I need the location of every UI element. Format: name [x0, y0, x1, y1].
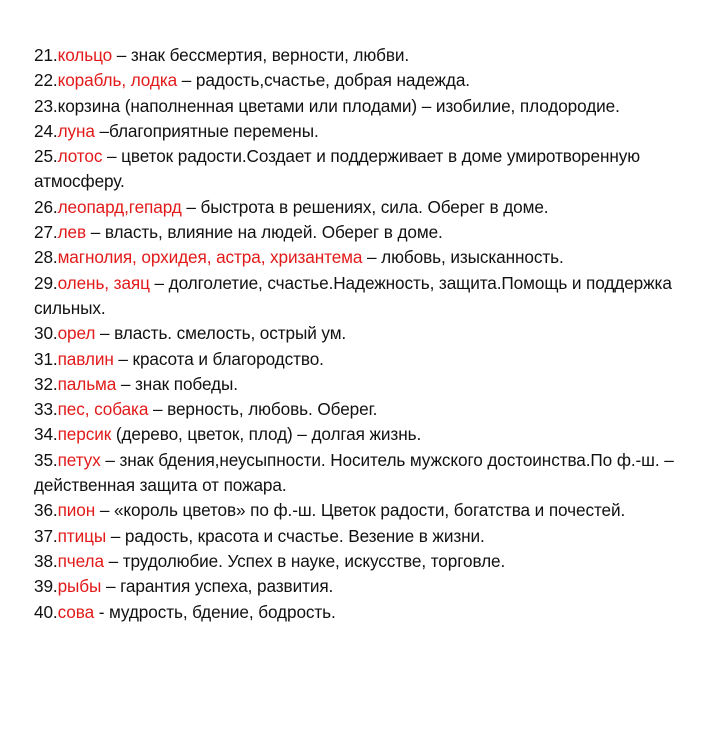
item-number: 38. — [34, 550, 58, 571]
item-term: сова — [57, 601, 95, 622]
list-item — [34, 195, 684, 220]
list-item — [34, 119, 684, 144]
list-item — [34, 271, 684, 322]
item-term: орел — [57, 323, 96, 344]
item-number: 27. — [34, 222, 58, 243]
item-description: – быстрота в решениях, сила. Оберег в доме. — [181, 196, 549, 217]
list-item — [34, 422, 684, 447]
item-number: 25. — [34, 146, 58, 167]
item-number: 29. — [34, 272, 58, 293]
item-number: 32. — [34, 373, 58, 394]
item-number: 35. — [34, 449, 58, 470]
list-item — [34, 94, 684, 119]
list-item — [34, 498, 684, 523]
list-item — [34, 372, 684, 397]
item-description: – знак бессмертия, верности, любви. — [112, 45, 410, 65]
item-description: – верность, любовь. Оберег. — [148, 399, 378, 420]
list-item — [34, 220, 684, 245]
item-description: – любовь, изысканность. — [362, 247, 564, 268]
item-description: - мудрость, бдение, бодрость. — [94, 601, 336, 622]
item-term: павлин — [57, 348, 114, 369]
list-item — [34, 321, 684, 346]
item-term: пион — [57, 500, 96, 521]
item-description: – цветок радости.Создает и поддерживает в доме умиротворенную атмосферу. — [34, 146, 641, 192]
item-description: – знак бдения,неусыпности. Носитель мужского достоинства.По ф.-ш. – действенная защита от пожара. — [34, 449, 674, 496]
item-number: 39. — [34, 576, 58, 597]
item-term: олень, заяц — [57, 272, 150, 293]
item-term: луна — [57, 120, 95, 141]
item-number: 28. — [34, 247, 58, 268]
item-description: – гарантия успеха, развития. — [101, 576, 334, 597]
item-number: 40. — [34, 601, 58, 622]
item-term: персик — [57, 424, 112, 445]
list-item — [34, 144, 684, 195]
list-item — [34, 347, 684, 372]
item-description: – трудолюбие. Успех в науке, искусстве, торговле. — [103, 550, 506, 571]
list-item — [34, 448, 684, 499]
item-term: корабль, лодка — [57, 70, 178, 91]
list-item — [34, 524, 684, 549]
item-term: кольцо — [57, 45, 113, 65]
item-term: лотос — [57, 146, 103, 167]
list-item — [34, 68, 684, 93]
item-term: пес, собака — [57, 399, 149, 420]
item-number: 31. — [34, 348, 58, 369]
item-number: 23. — [34, 95, 58, 116]
item-number: 24. — [34, 120, 58, 141]
item-number: 34. — [34, 424, 58, 445]
list-item — [34, 574, 684, 599]
item-description: – красота и благородство. — [113, 348, 324, 369]
item-description: (дерево, цветок, плод) – долгая жизнь. — [111, 424, 422, 445]
list-item — [34, 600, 684, 625]
item-number: 36. — [34, 500, 58, 521]
item-number: 26. — [34, 196, 58, 217]
item-description: – радость, красота и счастье. Везение в жизни. — [106, 525, 485, 546]
item-description: –благоприятные перемены. — [94, 120, 319, 141]
symbol-list — [34, 43, 684, 625]
item-term: петух — [57, 449, 101, 470]
item-number: 33. — [34, 399, 58, 420]
item-term: магнолия, орхидея, астра, хризантема — [57, 247, 363, 268]
list-item — [34, 549, 684, 574]
item-term: лев — [57, 222, 87, 243]
item-term: пальма — [57, 373, 117, 394]
item-description: корзина (наполненная цветами или плодами) – изобилие, плодородие. — [57, 95, 620, 116]
item-description: – власть, влияние на людей. Оберег в доме. — [86, 222, 443, 243]
item-description: – долголетие, счастье.Надежность, защита.Помощь и поддержка сильных. — [34, 272, 672, 318]
list-item — [34, 245, 684, 270]
item-number: 22. — [34, 70, 58, 91]
list-item — [34, 43, 684, 68]
item-number: 30. — [34, 323, 58, 344]
item-term: леопард,гепард — [57, 196, 182, 217]
item-number: 37. — [34, 525, 58, 546]
item-description: – радость,счастье, добрая надежда. — [177, 70, 470, 91]
item-number: 21. — [34, 45, 58, 65]
item-term: рыбы — [57, 576, 102, 597]
list-item — [34, 397, 684, 422]
item-term: птицы — [57, 525, 107, 546]
item-term: пчела — [57, 550, 104, 571]
item-description: – власть. смелость, острый ум. — [95, 323, 347, 344]
item-description: – «король цветов» по ф.-ш. Цветок радости, богатства и почестей. — [95, 500, 626, 521]
item-description: – знак победы. — [116, 373, 238, 394]
